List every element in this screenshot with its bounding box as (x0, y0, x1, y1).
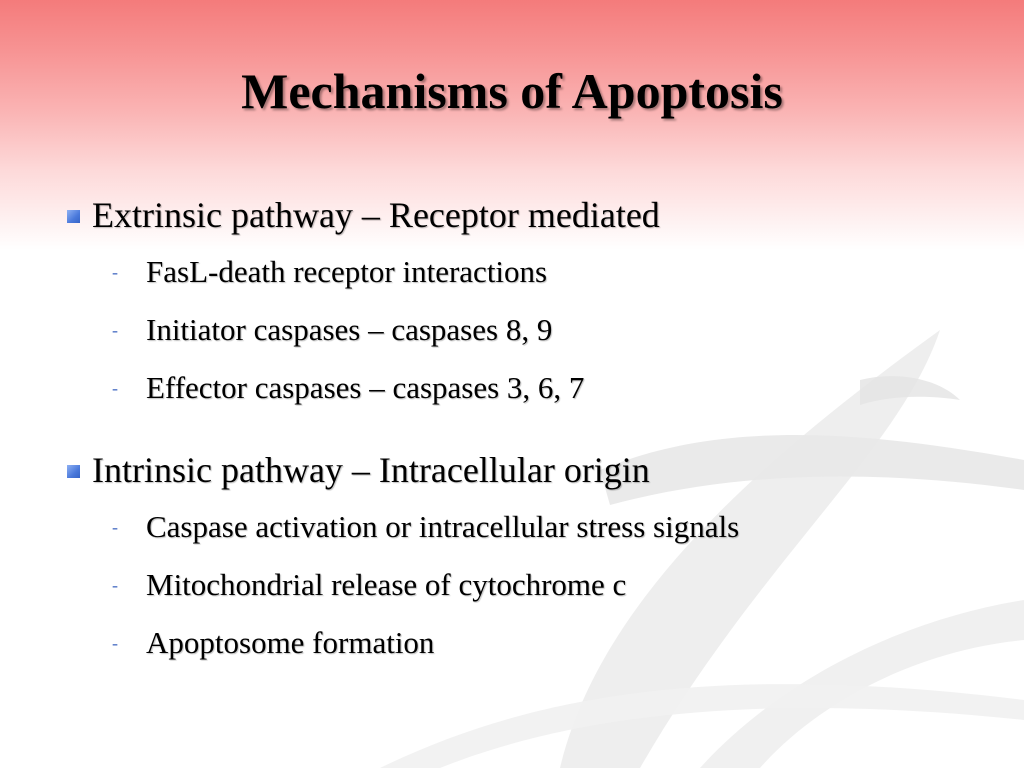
sub-bullet-text: Initiator caspases – caspases 8, 9 (146, 312, 553, 347)
dash-bullet-icon: - (112, 632, 118, 653)
bullet-extrinsic-pathway (60, 192, 1000, 238)
sub-bullet-list (60, 243, 1000, 417)
sub-bullet-item (60, 498, 1000, 556)
square-bullet-icon (67, 465, 80, 478)
sub-bullet-item (60, 301, 1000, 359)
dash-bullet-icon: - (112, 377, 118, 398)
sub-bullet-item (60, 614, 1000, 672)
sub-bullet-text: Mitochondrial release of cytochrome c (146, 567, 627, 602)
sub-bullet-item (60, 359, 1000, 417)
slide-title: Mechanisms of Apoptosis (241, 63, 783, 119)
sub-bullet-text: Caspase activation or intracellular stress signals (146, 509, 740, 544)
sub-bullet-text: FasL-death receptor interactions (146, 254, 548, 289)
bullet-heading-text: Extrinsic pathway – Receptor mediated (92, 195, 660, 235)
section-intrinsic-pathway (60, 447, 1000, 672)
sub-bullet-list (60, 498, 1000, 672)
sub-bullet-text: Apoptosome formation (146, 625, 435, 660)
dash-bullet-icon: - (112, 516, 118, 537)
sub-bullet-item (60, 556, 1000, 614)
square-bullet-icon (67, 210, 80, 223)
bullet-intrinsic-pathway (60, 447, 1000, 493)
dash-bullet-icon: - (112, 261, 118, 282)
sub-bullet-item (60, 243, 1000, 301)
bullet-heading-text: Intrinsic pathway – Intracellular origin (92, 450, 650, 490)
dash-bullet-icon: - (112, 574, 118, 595)
section-extrinsic-pathway (60, 192, 1000, 417)
dash-bullet-icon: - (112, 319, 118, 340)
sub-bullet-text: Effector caspases – caspases 3, 6, 7 (146, 370, 585, 405)
slide-content (60, 192, 1000, 672)
